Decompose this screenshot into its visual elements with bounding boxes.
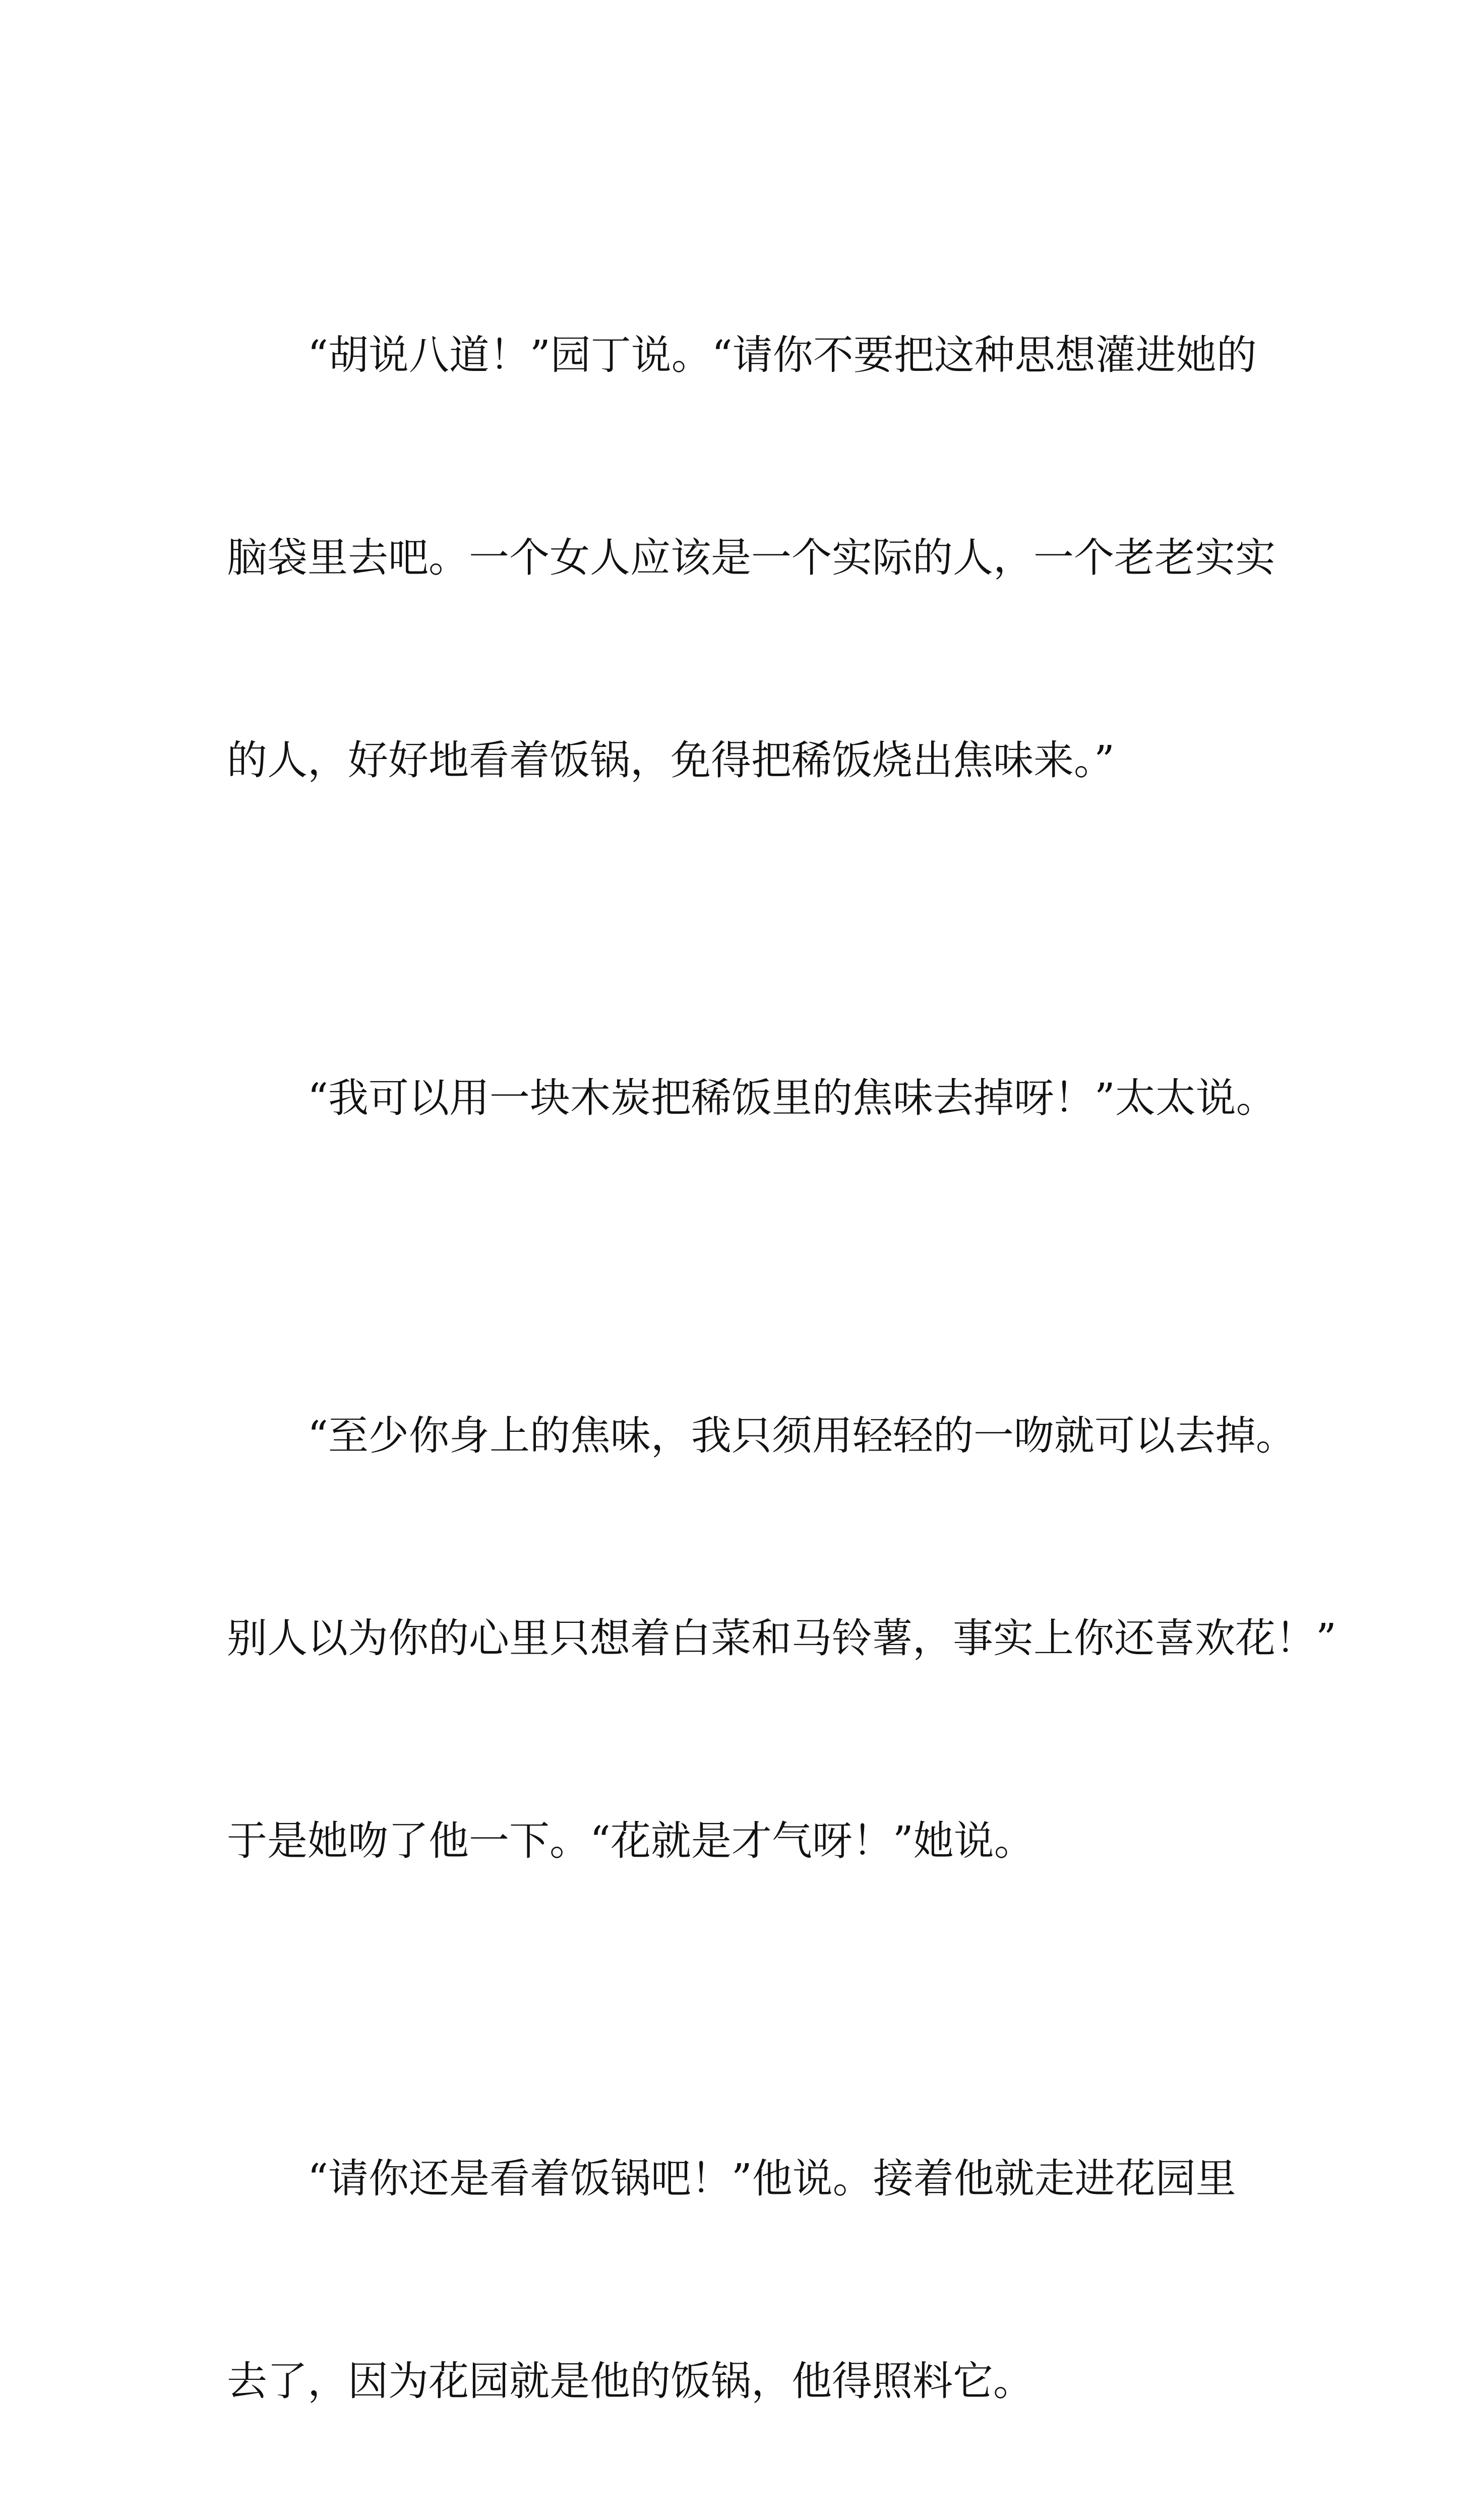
body-text — [227, 186, 1336, 2520]
text-line: “至少你身上的焦味，我只须用轻轻的一吻就可以去掉。 — [227, 1412, 1296, 1459]
text-line: “胡说八道！”园丁说。“请你不要把这种思想灌进她的 — [227, 332, 1257, 379]
text-line: 脑袋里去吧。一个女人应该是一个实际的人，一个老老实实 — [227, 534, 1275, 581]
text-line: “请你还是看着饭锅吧！”他说。接着他就走进花园里 — [227, 2155, 1236, 2202]
text-line: 别人以为你的心里只想着白菜和马铃薯，事实上你还喜欢花！” — [227, 1615, 1336, 1662]
text-line: “我可以用一块木炭把稀饭里的焦味去掉呀！”太太说。 — [227, 1075, 1276, 1121]
paragraph — [227, 2010, 1235, 2520]
paragraph — [227, 1267, 1336, 2010]
paragraph — [227, 186, 1275, 929]
text-line: 于是她吻了他一下。“花就是才气呀！”她说。 — [227, 1817, 1035, 1864]
text-line: 的人，好好地看着饭锅，免得把稀饭烧出焦味来。” — [227, 737, 1115, 784]
text-line: 去了，因为花园就是他的饭锅，他得照料它。 — [227, 2358, 1034, 2405]
paragraph — [227, 929, 1276, 1267]
